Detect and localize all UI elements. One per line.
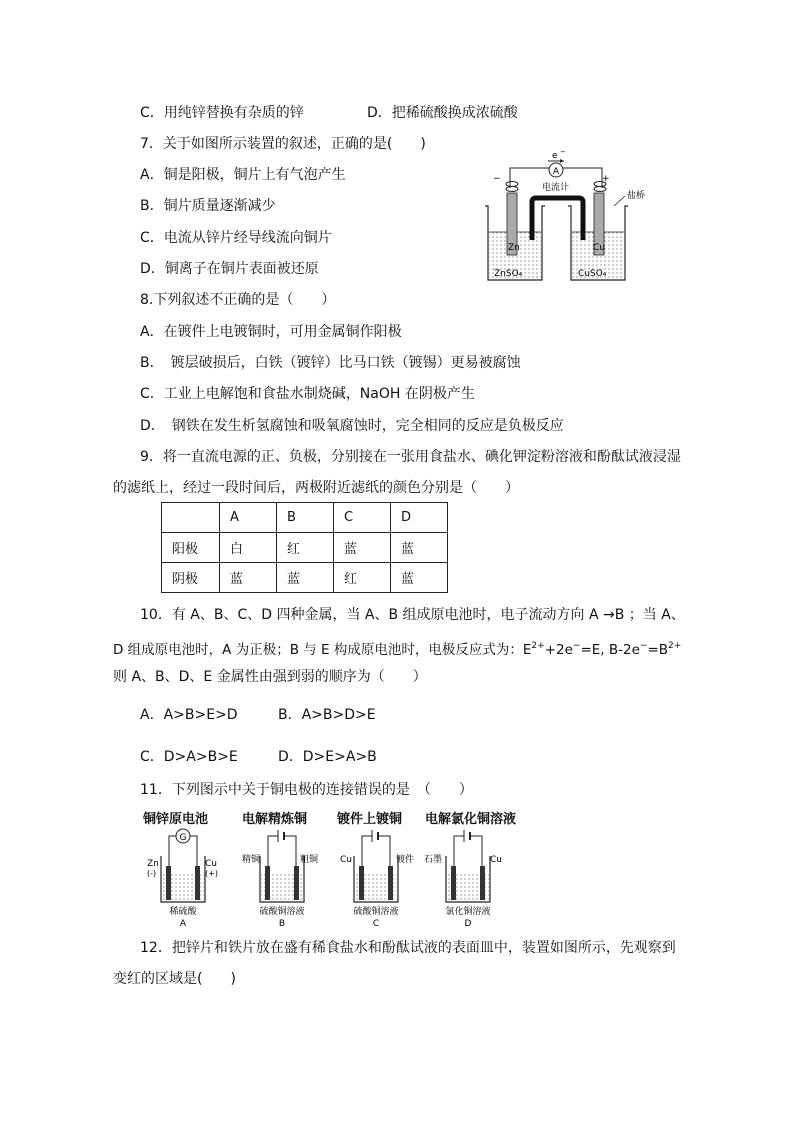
- table-header-cell: [162, 503, 220, 533]
- q7-option-c: C．电流从锌片经导线流向铜片: [140, 230, 332, 246]
- table-header-cell: A: [220, 503, 277, 533]
- minus-sign: −: [493, 174, 501, 184]
- table-cell: 蓝: [391, 563, 448, 593]
- q10-option-b: B．A>B>D>E: [278, 707, 376, 723]
- table-cell: 白: [220, 533, 277, 563]
- cuso4-label: CuSO₄: [578, 269, 607, 279]
- q10-stem-line1: 10．有 A、B、C、D 四种金属，当 A、B 组成原电池时，电子流动方向 A →B ；当 A、: [140, 607, 685, 623]
- galvanic-cell-diagram: [480, 148, 660, 286]
- svg-text:(+): (+): [205, 869, 218, 878]
- svg-text:Cu: Cu: [205, 859, 217, 869]
- table-cell: 阴极: [162, 563, 220, 593]
- q8-option-c: C．工业上电解饱和食盐水制烧碱，NaOH 在阴极产生: [140, 386, 475, 402]
- q8-stem: 8.下列叙述不正确的是（ ）: [140, 292, 336, 308]
- cu-label: Cu: [593, 243, 605, 253]
- q6-option-d: D．把稀硫酸换成浓硫酸: [367, 105, 518, 121]
- q10-option-c: C．D>A>B>E: [140, 749, 238, 765]
- fig-b-title: 电解精炼铜: [242, 812, 308, 827]
- table-cell: 红: [277, 533, 334, 563]
- ammeter-label: 电流计: [542, 183, 570, 193]
- q7-option-a: A．铜是阳极，铜片上有气泡产生: [140, 167, 346, 183]
- q12-stem-line2: 变红的区域是( ): [113, 971, 236, 987]
- table-row: [162, 533, 448, 563]
- fig-a-zn-cu-cell: [143, 826, 223, 932]
- fig-a-title: 铜锌原电池: [143, 812, 209, 827]
- table-cell: 蓝: [334, 533, 391, 563]
- svg-text:硫酸铜溶液: 硫酸铜溶液: [259, 907, 305, 917]
- table-header-cell: C: [334, 503, 391, 533]
- svg-text:−: −: [560, 148, 566, 156]
- svg-text:Cu: Cu: [340, 855, 352, 865]
- svg-text:硫酸铜溶液: 硫酸铜溶液: [353, 907, 399, 917]
- svg-text:Cu: Cu: [490, 855, 502, 865]
- q10-stem-line2: D 组成原电池时，A 为正极；B 与 E 构成原电池时，电极反应式为：$E^{2+}+2e^-=E$, $B-2e^-=B^{2+}$: [113, 641, 682, 658]
- fig-d-cucl2-electrolysis: [424, 826, 514, 932]
- fig-c-electroplating: [336, 826, 420, 932]
- svg-text:A: A: [179, 919, 187, 929]
- table-row: [162, 563, 448, 593]
- electron-label: e: [552, 151, 558, 161]
- q9-stem-line1: 9．将一直流电源的正、负极，分别接在一张用食盐水、碘化钾淀粉溶液和酚酞试液浸湿: [140, 449, 681, 465]
- ammeter-symbol: A: [552, 167, 560, 177]
- q10-stem-line3: 则 A、B、D、E 金属性由强到弱的顺序为（ ）: [113, 669, 427, 685]
- table-header-cell: D: [391, 503, 448, 533]
- q8-option-d: D． 钢铁在发生析氢腐蚀和吸氧腐蚀时，完全相同的反应是负极反应: [140, 418, 564, 434]
- svg-text:Zn: Zn: [147, 859, 159, 869]
- svg-text:G: G: [179, 833, 187, 843]
- q9-stem-line2: 的滤纸上，经过一段时间后，两极附近滤纸的颜色分别是（ ）: [113, 480, 519, 496]
- fig-b-refining: [240, 826, 324, 932]
- plus-sign: +: [602, 174, 610, 184]
- table-row: [162, 503, 448, 533]
- fig-d-title: 电解氯化铜溶液: [425, 812, 517, 827]
- table-cell: 红: [334, 563, 391, 593]
- fig-c-title: 镀件上镀铜: [337, 812, 403, 827]
- salt-bridge-label: 盐桥: [627, 191, 646, 201]
- q10-option-a: A．A>B>E>D: [140, 707, 238, 723]
- q11-stem: 11．下列图示中关于铜电极的连接错误的是 （ ）: [140, 782, 473, 798]
- q8-option-b: B． 镀层破损后，白铁（镀锌）比马口铁（镀锡）更易被腐蚀: [140, 355, 521, 371]
- svg-text:石墨: 石墨: [424, 855, 443, 865]
- znso4-label: ZnSO₄: [494, 269, 523, 279]
- svg-text:粗铜: 粗铜: [300, 855, 319, 865]
- svg-text:C: C: [372, 919, 380, 929]
- svg-text:(-): (-): [147, 869, 157, 878]
- svg-text:B: B: [278, 919, 286, 929]
- q7-stem: 7．关于如图所示装置的叙述，正确的是( ): [140, 136, 426, 152]
- svg-text:精铜: 精铜: [242, 855, 261, 865]
- table-cell: 蓝: [277, 563, 334, 593]
- table-cell: 阳极: [162, 533, 220, 563]
- q12-stem-line1: 12．把锌片和铁片放在盛有稀食盐水和酚酞试液的表面皿中，装置如图所示，先观察到: [140, 940, 676, 956]
- q9-answer-table: [161, 502, 448, 593]
- svg-text:D: D: [464, 919, 472, 929]
- table-header-cell: B: [277, 503, 334, 533]
- q7-option-d: D．铜离子在铜片表面被还原: [140, 261, 319, 277]
- table-cell: 蓝: [220, 563, 277, 593]
- svg-text:镀件: 镀件: [396, 855, 415, 865]
- svg-text:氯化铜溶液: 氯化铜溶液: [445, 907, 491, 917]
- zn-label: Zn: [508, 243, 520, 253]
- table-cell: 蓝: [391, 533, 448, 563]
- q10-option-d: D．D>E>A>B: [278, 749, 377, 765]
- q8-option-a: A．在镀件上电镀铜时，可用金属铜作阳极: [140, 324, 402, 340]
- svg-text:稀硫酸: 稀硫酸: [169, 907, 197, 917]
- q7-option-b: B．铜片质量逐渐减少: [140, 198, 276, 214]
- q6-option-c: C．用纯锌替换有杂质的锌: [140, 105, 304, 121]
